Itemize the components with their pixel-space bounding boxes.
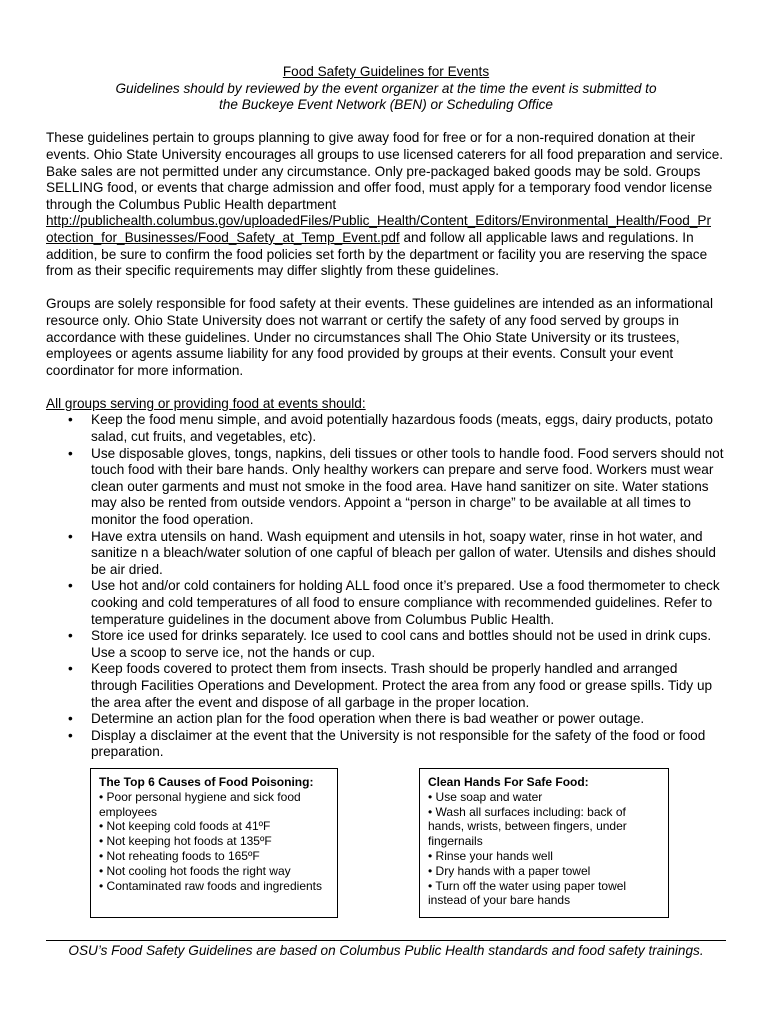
- list-item: • Poor personal hygiene and sick food employees: [99, 789, 301, 819]
- link-line2: otection_for_Businesses/Food_Safety_at_Temp_Event.pdf: [46, 229, 400, 245]
- list-item-text: Keep foods covered to protect them from insects. Trash should be properly handled and arranged through Facilities Operations and Development. Protect the area from any food or grease spills. Tidy up the area after the event and dispose of all garbage in the proper location.: [91, 661, 713, 710]
- bullet-icon: •: [68, 727, 73, 743]
- responsibility-paragraph: Groups are solely responsible for food safety at their events. These guidelines are intended as an informational resource only. Ohio State University does not warrant or certify the safety of any food served by groups in accordance with these guidelines. Under no circumstances shall The Ohio State University or its trustees, employees or agents assume liability for any food provided by groups at their events. Consult your event coordinator for more information.: [46, 296, 713, 378]
- clean-hands-list: [428, 790, 660, 908]
- list-item-text: Use disposable gloves, tongs, napkins, deli tissues or other tools to handle food. Food servers should not touch food with their bare hands. Only healthy workers can prepare and serve food. Workers must wear clean outer garments and must not smoke in the food area. Have hand sanitizer on site. Water stations may also be rented from outside vendors. Appoint a “person in charge” to be available at all times to monitor the food operation.: [91, 445, 724, 528]
- page-subtitle-line2: the Buckeye Event Network (BEN) or Scheduling Office: [219, 97, 553, 113]
- list-item: • Turn off the water using paper towel instead of your bare hands: [428, 878, 627, 908]
- bullet-icon: •: [68, 578, 73, 594]
- list-item: • Not cooling hot foods the right way: [99, 863, 291, 878]
- list-item: • Not keeping cold foods at 41ºF: [99, 819, 271, 834]
- guidelines-list: [46, 412, 726, 760]
- list-item: [46, 728, 726, 761]
- page-subtitle-line1: Guidelines should by reviewed by the event organizer at the time the event is submitted to: [115, 80, 657, 96]
- bullet-icon: •: [68, 628, 73, 644]
- list-item: • Not keeping hot foods at 135ºF: [99, 834, 272, 849]
- list-item: • Rinse your hands well: [428, 848, 553, 863]
- bullet-icon: •: [68, 445, 73, 461]
- bullet-icon: •: [68, 412, 73, 428]
- list-item-text: Use hot and/or cold containers for holding ALL food once it’s prepared. Use a food thermometer to check cooking and cold temperatures of all food to ensure compliance with recommended guidelines. Refer to temperature guidelines in the document above from Columbus Public Health.: [91, 578, 720, 627]
- intro-text-before-link: These guidelines pertain to groups planning to give away food for free or for a non-required donation at their events. Ohio State University encourages all groups to use licensed caterers for all food preparation and service. Bake sales are not permitted under any circumstance. Only pre-packaged baked goods may be sold. Groups SELLING food, or events that charge admission and offer food, must apply for a temporary food vendor license through the Columbus Public Health department: [46, 130, 724, 212]
- food-poisoning-causes-box: [90, 768, 338, 918]
- list-item: • Wash all surfaces including: back of hands, wrists, between fingers, under fingernails: [428, 804, 627, 849]
- list-item: • Dry hands with a paper towel: [428, 863, 591, 878]
- list-item-text: Store ice used for drinks separately. Ice used to cool cans and bottles should not be used in drink cups. Use a scoop to serve ice, not the hands or cup.: [91, 628, 712, 660]
- page-title: Food Safety Guidelines for Events: [282, 64, 490, 79]
- guidelines-heading: All groups serving or providing food at events should:: [46, 395, 366, 411]
- bullet-icon: •: [68, 661, 73, 677]
- list-item: [46, 578, 726, 628]
- clean-hands-box: [419, 768, 669, 918]
- list-item: [46, 661, 726, 711]
- list-item: • Not reheating foods to 165ºF: [99, 848, 260, 863]
- list-item-text: Display a disclaimer at the event that the University is not responsible for the safety of the food or food preparation.: [91, 727, 706, 760]
- link-line1: http://publichealth.columbus.gov/uploadedFiles/Public_Health/Content_Editors/Environmental_Health/Food_Pr: [46, 213, 711, 229]
- document-body: [46, 64, 726, 761]
- list-item-text: Determine an action plan for the food operation when there is bad weather or power outage.: [91, 711, 645, 727]
- list-item: [46, 529, 726, 579]
- list-item: • Contaminated raw foods and ingredients: [99, 878, 323, 893]
- food-poisoning-box-title: The Top 6 Causes of Food Poisoning:: [99, 775, 314, 789]
- bullet-icon: •: [68, 711, 73, 727]
- clean-hands-box-title: Clean Hands For Safe Food:: [428, 775, 589, 789]
- list-item: [46, 446, 726, 529]
- intro-text-after-link: and follow all applicable laws and regulations. In addition, be sure to confirm the food policies set forth by the department or facility you are reserving the space from as their specific requirements may differ slightly from these guidelines.: [46, 229, 708, 279]
- list-item: [46, 711, 726, 728]
- intro-paragraph: [46, 130, 726, 279]
- list-item: [46, 628, 726, 661]
- footer-note: OSU’s Food Safety Guidelines are based on Columbus Public Health standards and food safety trainings.: [68, 943, 704, 958]
- footer-divider: [46, 940, 726, 941]
- list-item: [46, 412, 726, 445]
- food-poisoning-list: [99, 790, 329, 894]
- list-item-text: Keep the food menu simple, and avoid potentially hazardous foods (meats, eggs, dairy products, potato salad, cut fruits, and vegetables, etc).: [91, 412, 713, 445]
- list-item-text: Have extra utensils on hand. Wash equipment and utensils in hot, soapy water, rinse in hot water, and sanitize n a bleach/water solution of one capful of bleach per gallon of water. Utensils and dishes should be air dried.: [91, 528, 716, 577]
- list-item: • Use soap and water: [428, 789, 543, 804]
- bullet-icon: •: [68, 528, 73, 544]
